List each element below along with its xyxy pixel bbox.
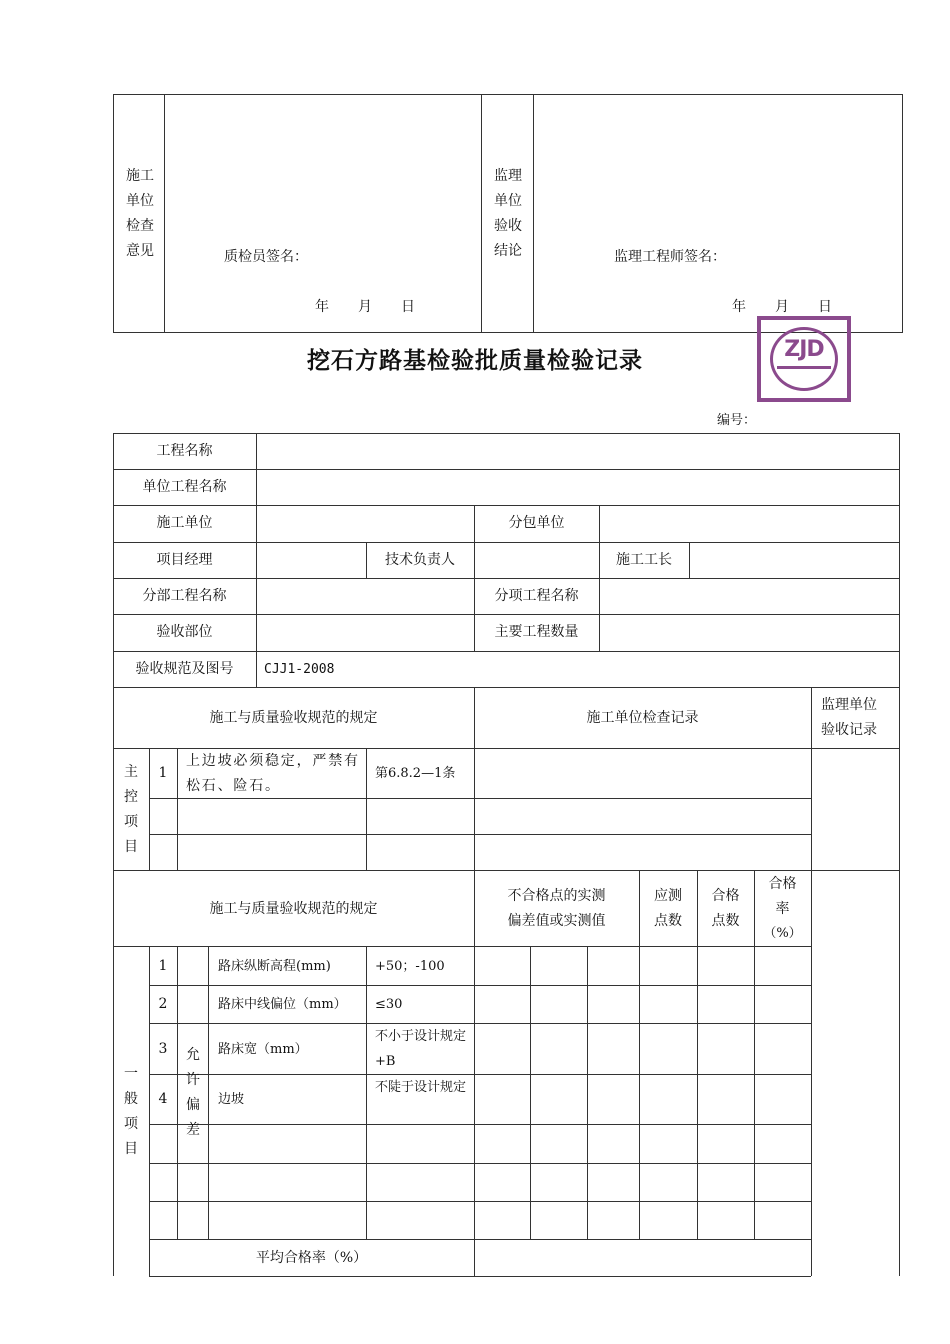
general-item-no: 2	[158, 996, 168, 1012]
date-day: 日	[401, 299, 415, 315]
construction-opinion-label: 施工单位检查意见	[126, 168, 154, 259]
site-foreman-label: 施工工长	[616, 552, 672, 568]
main-quantity-label: 主要工程数量	[494, 624, 579, 640]
main-control-item-text: 上边坡必须稳定，严禁有松石、险石。	[186, 753, 360, 794]
supervision-record-header-line2: 验收记录	[821, 722, 877, 738]
engineer-signature-label: 监理工程师签名：	[614, 249, 726, 265]
company-logo-stamp	[757, 316, 851, 402]
should-count-header-line1: 应测	[654, 888, 682, 904]
general-item-value: +50；-100	[375, 959, 445, 974]
general-item-name: 路床宽（mm）	[218, 1042, 308, 1057]
general-item-name: 路床纵断高程(mm)	[218, 959, 331, 974]
spec-label: 验收规范及图号	[135, 661, 234, 677]
inspector-signature-label: 质检员签名：	[224, 249, 308, 265]
date-month: 月	[775, 299, 789, 315]
should-count-header-line2: 点数	[654, 913, 682, 929]
unit-project-name-label: 单位工程名称	[142, 479, 227, 495]
date-year: 年	[732, 299, 746, 315]
general-item-value: ≤30	[375, 997, 403, 1012]
number-label: 编号：	[717, 413, 757, 428]
pass-rate-header-line3: （%）	[763, 926, 802, 941]
pass-rate-header-line1: 合格	[768, 876, 797, 892]
pass-count-header-line2: 点数	[711, 913, 740, 929]
deviation-header-line1: 不合格点的实测	[507, 888, 606, 904]
technical-lead-label: 技术负责人	[385, 552, 455, 568]
supervision-conclusion-label: 监理单位验收结论	[494, 168, 522, 259]
subcontract-unit-label: 分包单位	[508, 515, 565, 531]
date-day: 日	[818, 299, 832, 315]
main-control-item-no: 1	[158, 765, 168, 781]
check-record-header: 施工单位检查记录	[586, 710, 699, 726]
spec-rules-header: 施工与质量验收规范的规定	[209, 710, 378, 726]
acceptance-location-label: 验收部位	[156, 624, 213, 640]
general-item-no: 3	[158, 1041, 168, 1057]
main-control-clause: 第6.8.2—1条	[375, 766, 456, 781]
general-item-name: 路床中线偏位（mm）	[218, 997, 347, 1012]
allowable-deviation-label: 允许偏差	[186, 1047, 200, 1138]
page-title: 挖石方路基检验批质量检验记录	[307, 348, 643, 374]
main-control-label: 主控项目	[124, 764, 138, 855]
construction-unit-label: 施工单位	[156, 515, 213, 531]
subitem-name-label: 分项工程名称	[494, 588, 579, 604]
project-manager-label: 项目经理	[156, 552, 213, 568]
general-item-name: 边坡	[218, 1092, 245, 1107]
date-year: 年	[315, 299, 329, 315]
general-item-no: 1	[158, 958, 168, 974]
general-item-value: 不小于设计规定+B	[375, 1029, 467, 1069]
spec-value: CJJ1-2008	[264, 662, 335, 677]
division-name-label: 分部工程名称	[142, 588, 227, 604]
general-item-value: 不陡于设计规定	[375, 1080, 467, 1095]
stamp-logo-text: ZJD	[784, 337, 824, 362]
pass-count-header-line1: 合格	[711, 888, 740, 904]
date-month: 月	[358, 299, 372, 315]
project-name-label: 工程名称	[156, 443, 213, 459]
average-pass-rate-label: 平均合格率（%）	[255, 1250, 368, 1266]
pass-rate-header-line2: 率	[775, 901, 790, 917]
general-items-label: 一般项目	[124, 1066, 138, 1157]
deviation-header-line2: 偏差值或实测值	[507, 913, 606, 929]
general-item-no: 4	[158, 1091, 168, 1107]
supervision-record-header-line1: 监理单位	[821, 697, 877, 713]
general-spec-rules-header: 施工与质量验收规范的规定	[209, 901, 378, 917]
